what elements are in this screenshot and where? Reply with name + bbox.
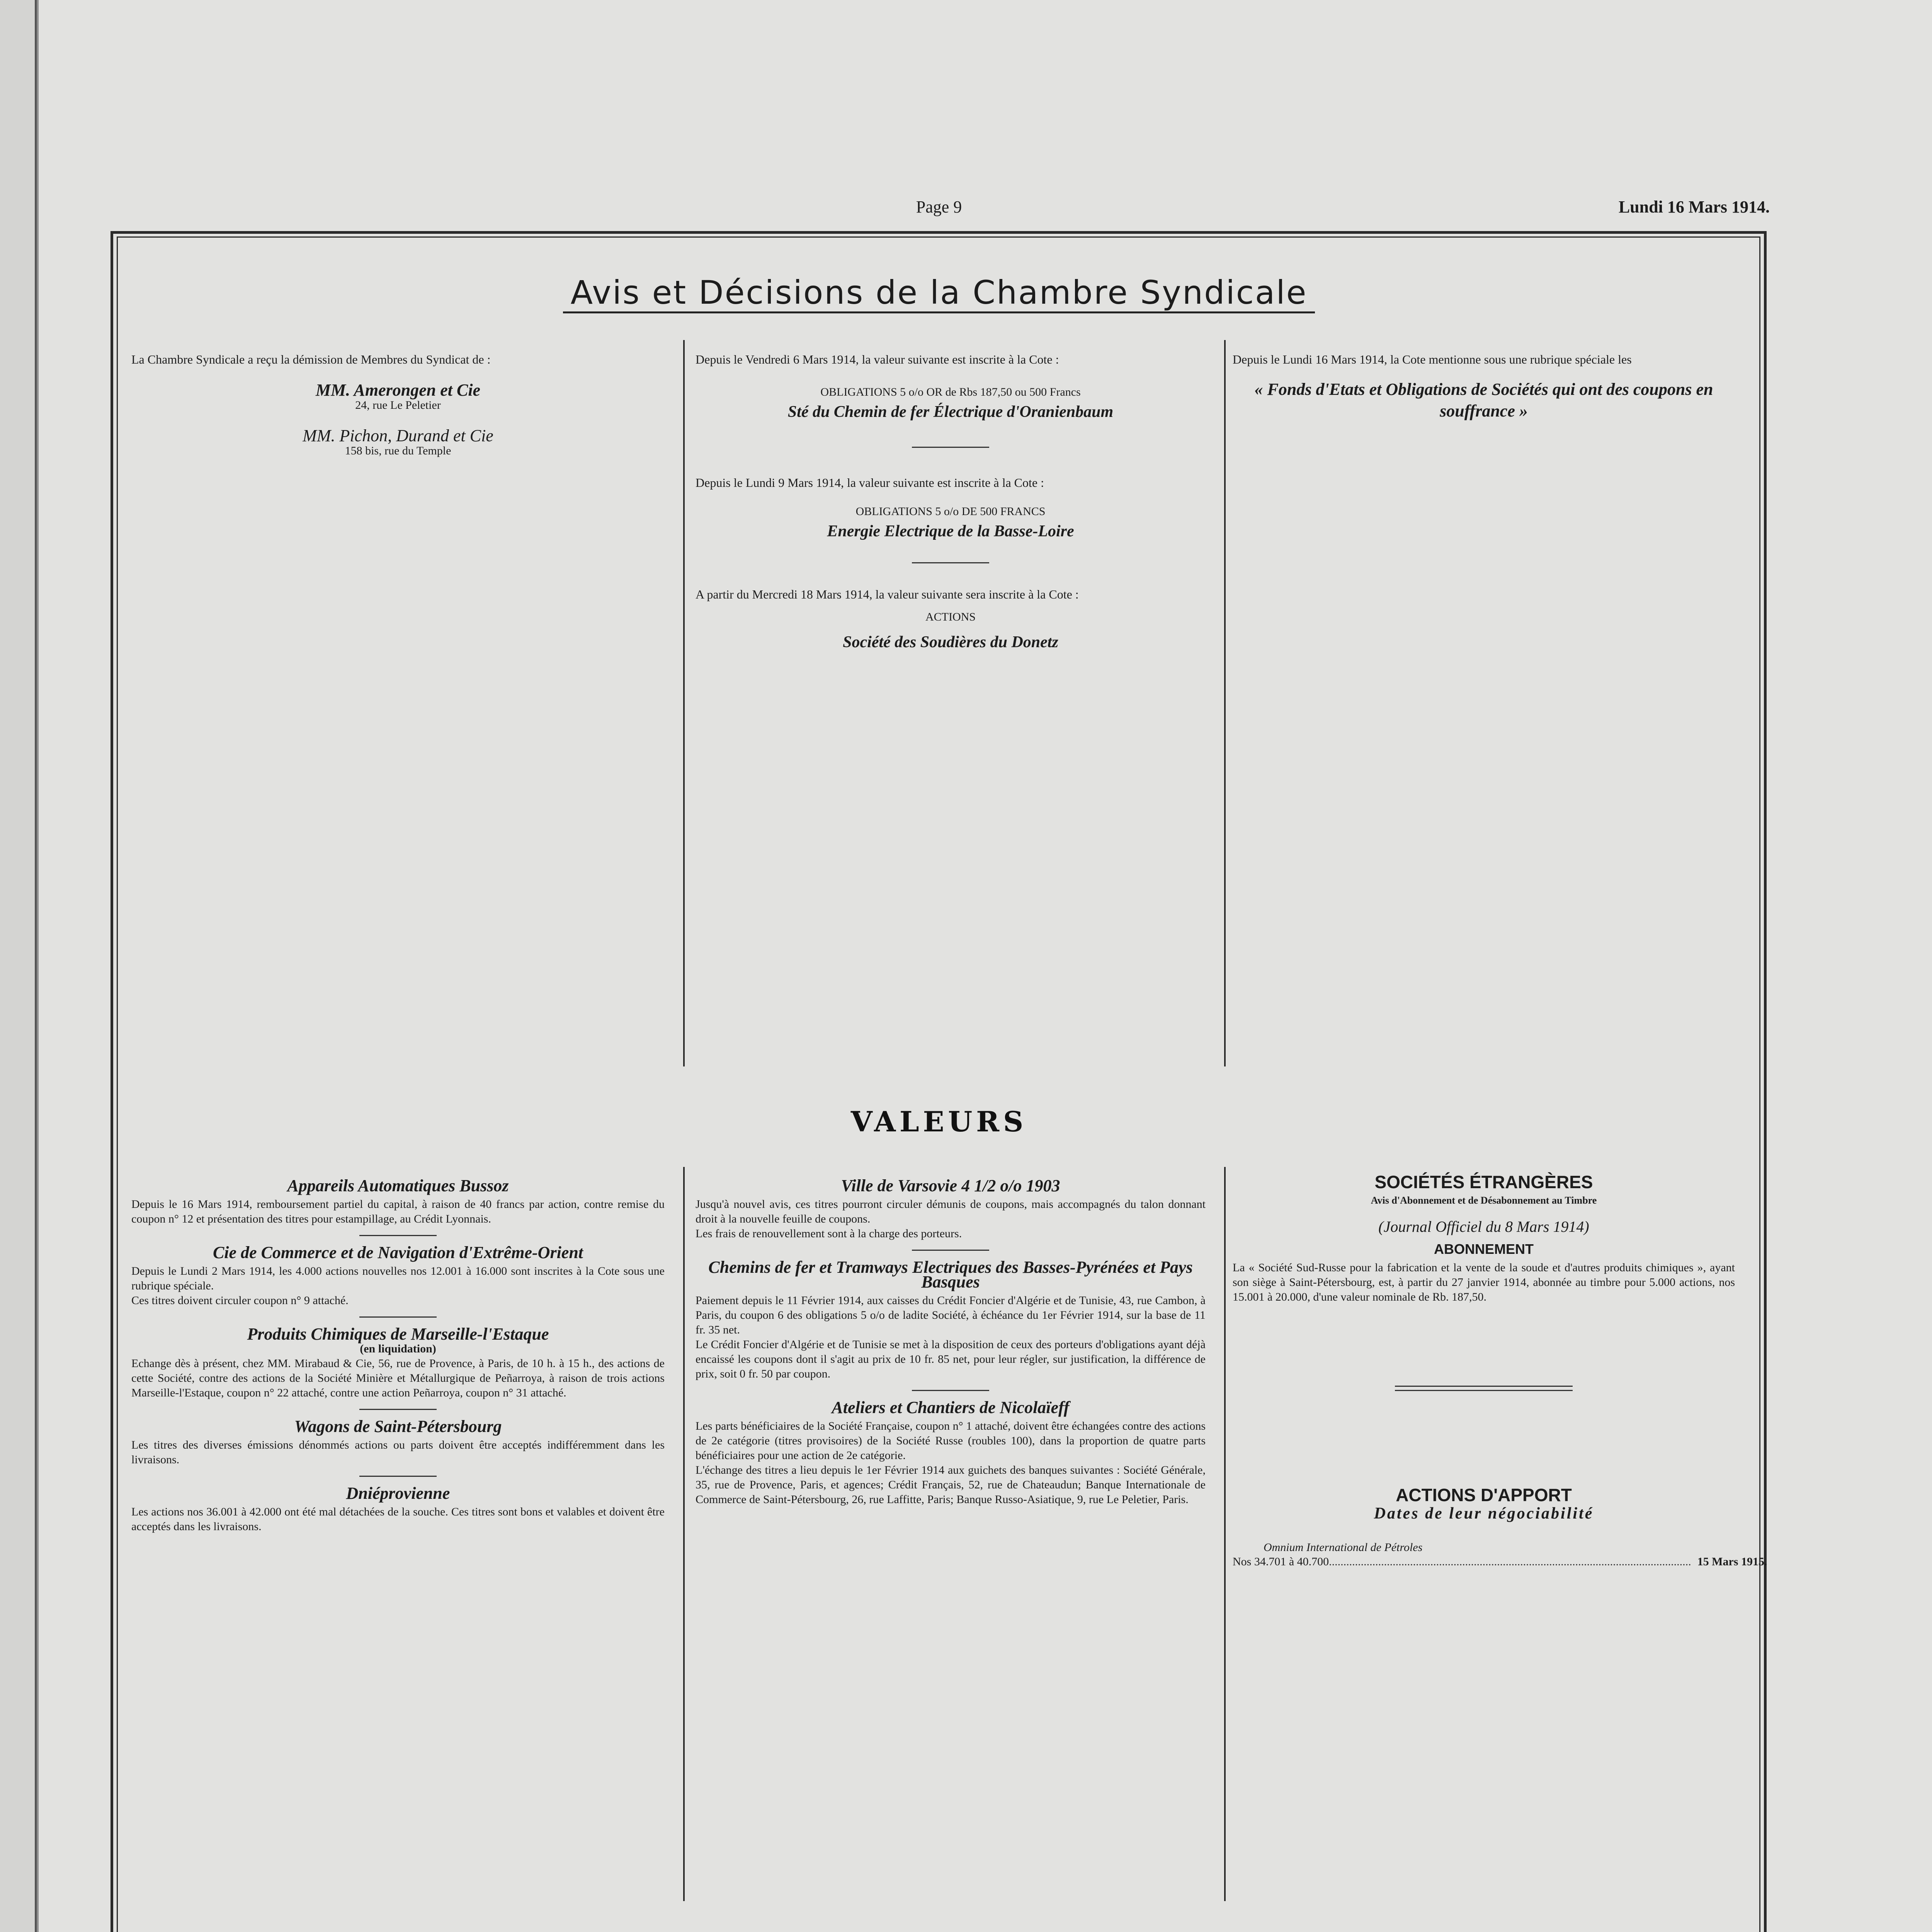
avis-col1 — [131, 352, 665, 458]
dot-leader: ............................................................................................................................. — [1329, 1555, 1691, 1568]
item-text: La « Société Sud-Russe pour la fabrication et la vente de la soude et d'autres produits chimiques », ayant son siège à Saint-Pétersbourg, est, à partir du 27 janvier 1914, abonnée au timbre pour 5.000 actions, nos 15.001 à 20.000, d'une valeur nominale de Rb. 187,50. — [1233, 1261, 1735, 1303]
item-text: Les actions nos 36.001 à 42.000 ont été mal détachées de la souche. Ces titres sont bons et valables et doivent être acceptés dans les livraisons. — [131, 1505, 665, 1533]
security-name: Sté du Chemin de fer Électrique d'Oranienbaum — [787, 403, 1114, 421]
item-text: Jusqu'à nouvel avis, ces titres pourront circuler démunis de coupons, mais accompagnés du talon donnant droit à la nouvelle feuille de coupons. — [696, 1198, 1206, 1225]
section-subheading: Dates de leur négociabilité — [1374, 1505, 1594, 1522]
item-text: Les parts bénéficiaires de la Société Française, coupon n° 1 attaché, doivent être échangées contre des actions de 2e catégorie (titres provisoires) de la Société Russe (roubles 100), dans la proportion de quatre parts bénéficiaires pour une action de 2e catégorie. — [696, 1420, 1206, 1462]
notice-text: Depuis le Vendredi 6 Mars 1914, la valeur suivante est inscrite à la Cote : — [696, 352, 1059, 366]
item-title: Produits Chimiques de Marseille-l'Estaque — [247, 1325, 549, 1344]
notice-text: A partir du Mercredi 18 Mars 1914, la valeur suivante sera inscrite à la Cote : — [696, 587, 1079, 601]
member-address: 24, rue Le Peletier — [355, 399, 441, 412]
avis-col3 — [1233, 352, 1735, 422]
table-row — [1233, 1555, 1767, 1568]
section-heading: SOCIÉTÉS ÉTRANGÈRES — [1374, 1172, 1593, 1192]
item-title: Ateliers et Chantiers de Nicolaïeff — [832, 1398, 1070, 1417]
item-title: Ville de Varsovie 4 1/2 o/o 1903 — [841, 1176, 1060, 1195]
item-subtitle: (en liquidation) — [360, 1342, 436, 1355]
obligation-label: OBLIGATIONS 5 o/o DE 500 FRANCS — [855, 505, 1046, 518]
abonnement-heading: ABONNEMENT — [1434, 1241, 1534, 1257]
item-text: Les frais de renouvellement sont à la charge des porteurs. — [696, 1227, 962, 1240]
item-text: Ces titres doivent circuler coupon n° 9 attaché. — [131, 1294, 349, 1307]
item-text: L'échange des titres a lieu depuis le 1er Février 1914 aux guichets des banques suivantes : Société Générale, 35, rue de Provence, Paris, et agences; Crédit Français, 52, rue de Chateaudun; Banque Internationale de Commerce de Saint-Pétersbourg, 26, rue Laffitte, Paris; Banque Russo-Asiatique, 9, rue Le Peletier, Paris. — [696, 1464, 1206, 1506]
adjacent-page-edge — [0, 0, 37, 1932]
divider — [359, 1409, 437, 1410]
item-text: Les titres des diverses émissions dénommés actions ou parts doivent être acceptés indifféremment dans les livraisons. — [131, 1439, 665, 1466]
valeurs-col2 — [696, 1176, 1206, 1507]
column-divider — [1224, 1167, 1226, 1901]
row-label: Nos 34.701 à 40.700 — [1233, 1555, 1329, 1568]
divider — [912, 447, 989, 448]
avis-title: Avis et Décisions de la Chambre Syndicale — [116, 274, 1762, 311]
security-name: Société des Soudières du Donetz — [843, 633, 1058, 651]
item-title: Dniéprovienne — [346, 1484, 450, 1503]
divider — [912, 1390, 989, 1391]
row-value: 15 Mars 1915. — [1697, 1555, 1767, 1568]
rubric-quote: « Fonds d'Etats et Obligations de Sociétés qui ont des coupons en souffrance » — [1254, 380, 1713, 420]
obligation-label: OBLIGATIONS 5 o/o OR de Rbs 187,50 ou 500 Francs — [820, 386, 1081, 398]
item-title: Cie de Commerce et de Navigation d'Extrême-Orient — [213, 1243, 583, 1262]
avis-col2 — [696, 352, 1206, 650]
item-text: Echange dès à présent, chez MM. Mirabaud & Cie, 56, rue de Provence, à Paris, de 10 h. à 15 h., des actions de cette Société, contre des actions de la Société Minière et Métallurgique de Peñarroya, à raison de trois actions Marseille-l'Estaque, coupon n° 22 attaché, contre une action Peñarroya, coupon n° 31 attaché. — [131, 1357, 665, 1399]
obligation-label: ACTIONS — [925, 611, 976, 623]
page-number: Page 9 — [916, 197, 962, 216]
valeurs-col1 — [131, 1176, 665, 1534]
item-text: Depuis le Lundi 2 Mars 1914, les 4.000 actions nouvelles nos 12.001 à 16.000 sont inscrites à la Cote sous une rubrique spéciale. — [131, 1265, 665, 1292]
page-header — [108, 197, 1770, 220]
column-divider — [683, 1167, 685, 1901]
notice-text: Depuis le Lundi 9 Mars 1914, la valeur suivante est inscrite à la Cote : — [696, 476, 1044, 490]
column-divider — [683, 340, 685, 1066]
item-text: Paiement depuis le 11 Février 1914, aux caisses du Crédit Foncier d'Algérie et de Tunisie, 43, rue Cambon, à Paris, du coupon 6 des obligations 5 o/o de ladite Société, à échéance du 1er Février 1914, sur la base de 11 fr. 35 net. — [696, 1294, 1206, 1336]
member-address: 158 bis, rue du Temple — [345, 444, 451, 457]
security-name: Energie Electrique de la Basse-Loire — [827, 522, 1074, 540]
divider — [359, 1235, 437, 1236]
divider — [359, 1476, 437, 1477]
member-name: MM. Pichon, Durand et Cie — [303, 426, 493, 445]
avis-intro: La Chambre Syndicale a reçu la démission de Membres du Syndicat de : — [131, 352, 491, 366]
valeurs-title: VALEURS — [850, 1105, 1027, 1138]
member-name: MM. Amerongen et Cie — [315, 381, 481, 400]
item-name: Omnium International de Pétroles — [1264, 1541, 1423, 1554]
item-title: Wagons de Saint-Pétersbourg — [294, 1417, 502, 1436]
divider — [912, 1250, 989, 1251]
section-subheading: Avis d'Abonnement et de Désabonnement au Timbre — [1371, 1195, 1597, 1206]
divider — [359, 1316, 437, 1318]
divider — [912, 562, 989, 563]
item-title: Appareils Automatiques Bussoz — [287, 1176, 509, 1195]
double-divider — [1395, 1386, 1573, 1391]
column-divider — [1224, 340, 1226, 1066]
valeurs-col3 — [1233, 1171, 1767, 1568]
notice-text: Depuis le Lundi 16 Mars 1914, la Cote mentionne sous une rubrique spéciale les — [1233, 352, 1632, 366]
item-title: Chemins de fer et Tramways Electriques des Basses-Pyrénées et Pays Basques — [708, 1258, 1193, 1291]
item-text: Le Crédit Foncier d'Algérie et de Tunisie se met à la disposition de ceux des porteurs d'obligations ayant déjà encaissé les coupons dont il s'agit au prix de 10 fr. 85 net, pour leur régler, sur justification, la différence de prix, soit 0 fr. 50 par coupon. — [696, 1338, 1206, 1380]
section-heading: ACTIONS D'APPORT — [1396, 1485, 1572, 1505]
item-text: Depuis le 16 Mars 1914, remboursement partiel du capital, à raison de 40 francs par action, contre remise du coupon n° 12 et présentation des titres pour estampillage, au Crédit Lyonnais. — [131, 1198, 665, 1225]
page-date: Lundi 16 Mars 1914. — [1618, 197, 1770, 216]
journal-reference: (Journal Officiel du 8 Mars 1914) — [1378, 1218, 1589, 1235]
